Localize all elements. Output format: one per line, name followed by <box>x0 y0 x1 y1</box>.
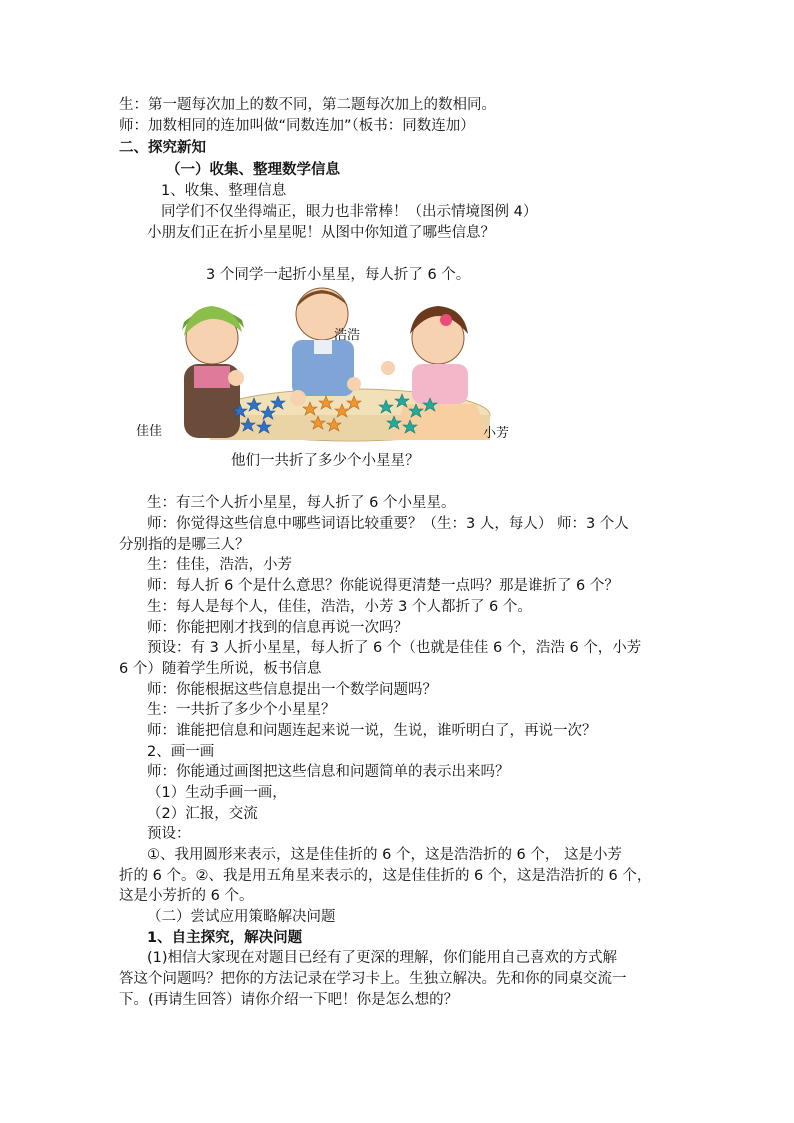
text-line: （1）生动手画一画， <box>147 785 287 801</box>
text-line: 师：你能把刚才找到的信息再说一次吗？ <box>147 620 408 636</box>
text-line: 小朋友们正在折小星星呢！从图中你知道了哪些信息？ <box>147 225 495 241</box>
text-line: 生：每人是每个人，佳佳，浩浩，小芳 3 个人都折了 6 个。 <box>147 599 532 615</box>
text-line: 师：你能根据这些信息提出一个数学问题吗？ <box>147 682 437 698</box>
text-line: ①、我用圆形来表示，这是佳佳折的 6 个，这是浩浩折的 6 个， 这是小芳 <box>147 847 622 863</box>
text-line: 1、收集、整理信息 <box>161 183 287 199</box>
text-line: 师：你能通过画图把这些信息和问题简单的表示出来吗？ <box>147 764 510 780</box>
text-line: 这是小芳折的 6 个。 <box>119 888 254 904</box>
text-line: 答这个问题吗？把你的方法记录在学习卡上。生独立解决。先和你的同桌交流一 <box>119 971 627 987</box>
subsection-heading: （二）尝试应用策略解决问题 <box>147 909 336 925</box>
figure-caption-bottom: 他们一共折了多少个小星星？ <box>231 453 420 469</box>
text-line: 生：有三个人折小星星，每人折了 6 个小星星。 <box>147 495 456 511</box>
text-line: 生：第一题每次加上的数不同，第二题每次加上的数相同。 <box>119 97 496 113</box>
text-line: 师：谁能把信息和问题连起来说一说，生说，谁听明白了，再说一次？ <box>147 723 597 739</box>
text-line: (1)相信大家现在对题目已经有了更深的理解，你们能用自己喜欢的方式解 <box>147 950 618 966</box>
text-line: 同学们不仅坐得端正，眼力也非常棒！（出示情境图例 4） <box>161 204 538 220</box>
text-line: 师：加数相同的连加叫做“同数连加”（板书：同数连加） <box>119 118 475 134</box>
text-line: 师：每人折 6 个是什么意思？你能说得更清楚一点吗？那是谁折了 6 个？ <box>147 578 619 594</box>
text-line: 师：你觉得这些信息中哪些词语比较重要？（生：3 人，每人） 师：3 个人 <box>147 516 629 532</box>
section-heading: 二、探究新知 <box>119 140 206 156</box>
name-label-xiaofang: 小芳 <box>483 426 510 441</box>
text-line: 折的 6 个。②、我是用五角星来表示的，这是佳佳折的 6 个，这是浩浩折的 6 个， <box>119 868 652 884</box>
text-line: 生：佳佳，浩浩，小芳 <box>147 557 292 573</box>
subsection-heading: （一）收集、整理数学信息 <box>166 162 340 178</box>
name-label-jiajia: 佳佳 <box>136 424 163 439</box>
text-line: 分别指的是哪三人？ <box>119 537 250 553</box>
text-line: 生：一共折了多少个小星星？ <box>147 702 336 718</box>
name-label-haohao: 浩浩 <box>334 328 361 343</box>
text-line: 预设：有 3 人折小星星，每人折了 6 个（也就是佳佳 6 个，浩浩 6 个，小芳 <box>147 640 642 656</box>
children-folding-stars-illustration <box>150 280 530 442</box>
text-line: 6 个）随着学生所说，板书信息 <box>119 661 322 677</box>
text-line: 2、画一画 <box>147 744 215 760</box>
figure-caption-top: 3 个同学一起折小星星，每人折了 6 个。 <box>206 267 471 283</box>
text-line: （2）汇报，交流 <box>147 806 258 822</box>
text-line: 下。(再请生回答）请你介绍一下吧！你是怎么想的？ <box>119 992 459 1008</box>
text-line: 预设： <box>147 826 191 842</box>
text-line: 1、自主探究，解决问题 <box>147 930 303 946</box>
